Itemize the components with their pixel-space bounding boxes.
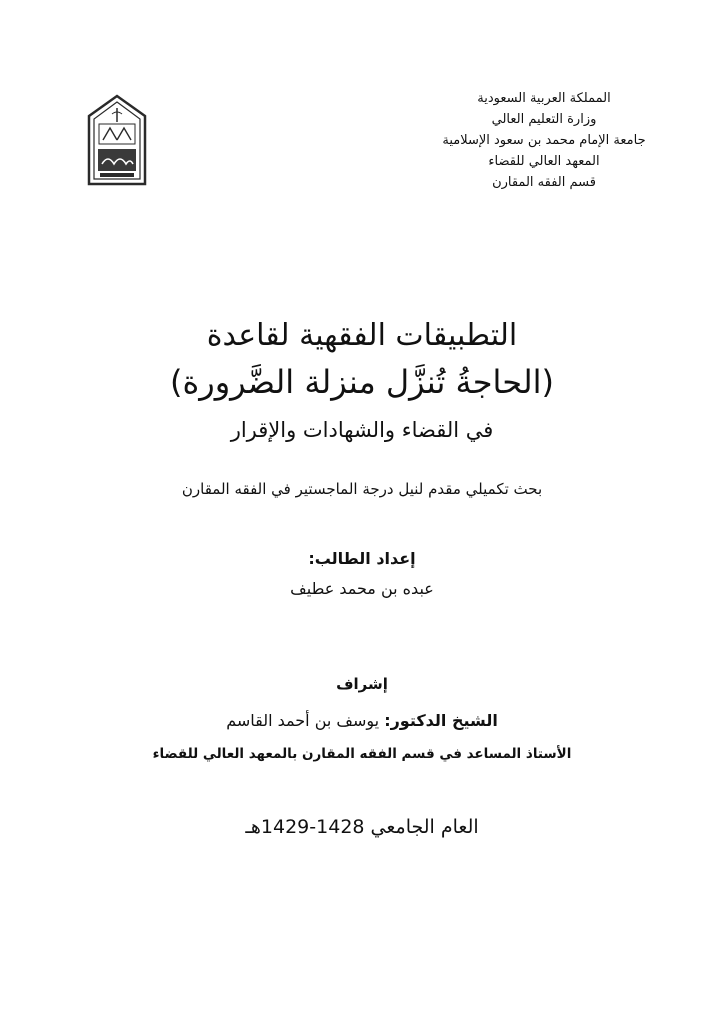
prepared-by-label: إعداد الطالب: bbox=[308, 549, 416, 568]
supervisor-name: يوسف بن أحمد القاسم bbox=[226, 711, 380, 730]
header-line-university: جامعة الإمام محمد بن سعود الإسلامية bbox=[442, 133, 646, 148]
supervision-label: إشراف bbox=[336, 675, 388, 693]
thesis-title-line-2: (الحاجةُ تُنزَّل منزلة الضَّرورة) bbox=[169, 363, 554, 401]
thesis-title-line-1: التطبيقات الفقهية لقاعدة bbox=[206, 318, 518, 353]
header-line-country: المملكة العربية السعودية bbox=[477, 91, 611, 106]
supervisor-title: الشيخ الدكتور: bbox=[384, 711, 498, 730]
supervisor-role: الأستاذ المساعد في قسم الفقه المقارن بالمعهد العالي للقضاء bbox=[152, 746, 572, 762]
thesis-title-line-3: في القضاء والشهادات والإقرار bbox=[230, 418, 494, 442]
university-emblem-icon bbox=[86, 94, 148, 186]
institution-header bbox=[404, 88, 684, 193]
student-name: عبده بن محمد عطيف bbox=[290, 579, 434, 598]
header-line-ministry: وزارة التعليم العالي bbox=[491, 112, 597, 127]
academic-year: العام الجامعي 1428-1429هـ bbox=[245, 816, 479, 838]
header-line-institute: المعهد العالي للقضاء bbox=[488, 154, 600, 169]
header-line-department: قسم الفقه المقارن bbox=[492, 175, 596, 190]
thesis-subtitle: بحث تكميلي مقدم لنيل درجة الماجستير في الفقه المقارن bbox=[181, 480, 543, 498]
supervisor-line bbox=[0, 708, 724, 734]
